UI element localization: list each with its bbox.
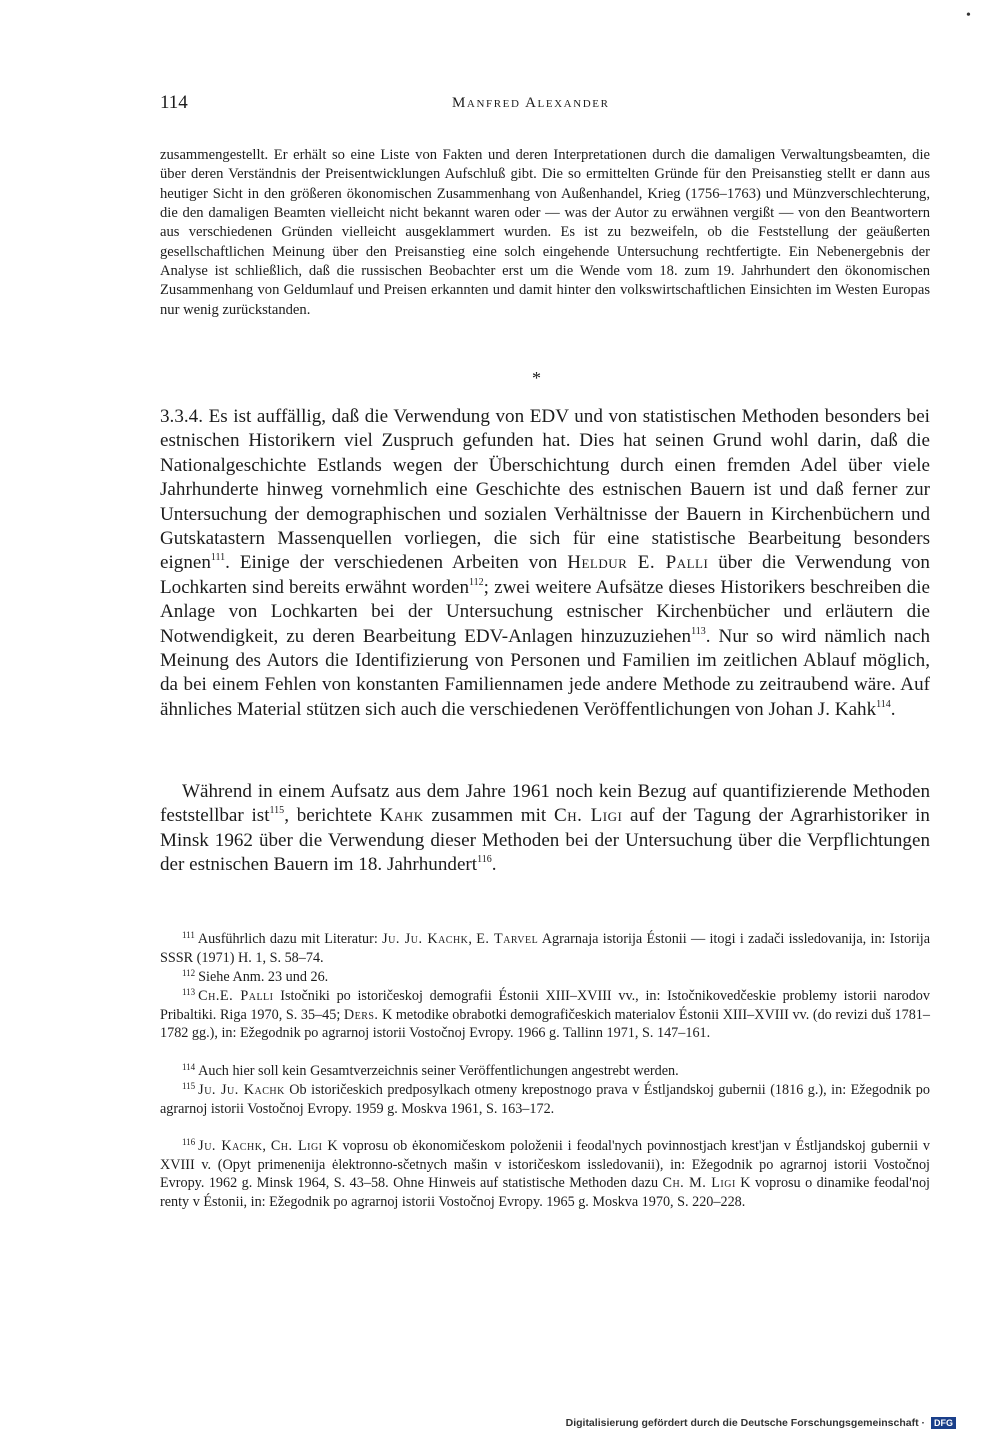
body-text: . — [890, 698, 896, 720]
footnote-text: , — [468, 931, 477, 947]
footnote-number: 116 — [182, 1137, 196, 1147]
footnote-number: 113 — [182, 987, 196, 997]
body-paragraph-1 — [160, 405, 930, 722]
footnote-ref[interactable]: 114 — [876, 698, 891, 710]
author-name: Ju. Ju. Kachk — [198, 1082, 285, 1098]
body-text: , berichtete — [284, 805, 380, 827]
corner-mark: • — [966, 8, 971, 23]
footnote-ref[interactable]: 112 — [469, 576, 484, 588]
author-name: E. Tarvel — [476, 931, 539, 947]
page-number: 114 — [160, 92, 188, 113]
footnote-text: Istočniki po istoričeskoj demografii Éstonii XIII–XVIII vv., in: Istočnikovedčeskie problemy istorii narodov Pribaltiki. Riga 1970, S. 35–45; — [160, 988, 930, 1023]
body-text: auf der Tagung der Agrarhistoriker in Minsk 1962 über die Verwendung dieser Methoden bei der Untersuchung über die Verpflichtungen der estnischen Bauern im 18. Jahrhundert — [160, 805, 930, 876]
body-text: über die Verwendung von Lochkarten sind bereits erwähnt worden — [160, 552, 930, 598]
author-name: Ch. Ligi — [553, 805, 623, 827]
running-head — [160, 92, 930, 118]
footnote-114 — [160, 1062, 930, 1081]
footnote-111 — [160, 930, 930, 967]
body-text: Während in einem Aufsatz aus dem Jahre 1961 noch kein Bezug auf quantifizierende Methoden feststellbar ist — [160, 781, 930, 827]
section-separator: * — [532, 368, 541, 388]
footnote-ref[interactable]: 116 — [477, 854, 492, 866]
digitization-footer — [566, 1417, 956, 1429]
footnote-text: , — [262, 1138, 271, 1154]
body-text: . Einige der verschiedenen Arbeiten von — [225, 552, 568, 574]
footnote-text: Siehe Anm. 23 und 26. — [198, 969, 329, 985]
footnote-number: 111 — [182, 930, 195, 940]
footnote-text: Agrarnaja istorija Éstonii — itogi i zadači issledovanija, in: Istorija SSSR (1971) H. 1, S. 58–74. — [160, 931, 930, 966]
author-name: Ch. Ligi — [270, 1138, 323, 1154]
footnote-number: 114 — [182, 1062, 196, 1072]
author-name: Kahk — [379, 805, 424, 827]
author-name: Heldur E. Palli — [567, 552, 709, 574]
footnote-text: Ob istoričeskich predposylkach otmeny krepostnogo prava v Éstljandskoj gubernii (1816 g.), in: Ežegodnik po agrarnoj istorii Vostočnoj Evropy. 1959 g. Moskva 1961, S. 163–172. — [160, 1082, 930, 1117]
footnote-text: Auch hier soll kein Gesamtverzeichnis seiner Veröffentlichungen angestrebt werden. — [198, 1063, 679, 1079]
dfg-logo: DFG — [931, 1417, 956, 1429]
footnote-number: 115 — [182, 1081, 196, 1091]
footnote-115 — [160, 1081, 930, 1118]
footnote-ref[interactable]: 113 — [691, 625, 706, 637]
footnote-ref[interactable]: 111 — [210, 552, 226, 564]
body-text: 3.3.4. Es ist auffällig, daß die Verwendung von EDV und von statistischen Methoden besonders bei estnischen Historikern viel Zuspruch gefunden hat. Dies hat seinen Grund wohl darin, daß die Nationalgeschichte Estlands wegen der Überschichtung durch einen fremden Adel über viele Jahrhunderte hinweg vornehmlich eine Geschichte des estnischen Bauern ist und daß ferner zur Untersuchung der demographischen und sozialen Verhältnisse der Bauern in Kirchenbüchern und Gutskatastern Massenquellen vorliegen, die sich für eine statistische Bearbeitung besonders eignen — [160, 406, 930, 574]
body-text: . — [491, 854, 497, 876]
body-text: ; zwei weitere Aufsätze dieses Historikers beschreiben die Anlage von Lochkarten bei der Untersuchung estnischer Kirchenbücher und erläutern die Notwendigkeit, zu deren Bearbeitung EDV-Anlagen hinzuzuziehen — [160, 576, 930, 647]
author-name: Ju. Kachk — [198, 1138, 263, 1154]
footnote-116 — [160, 1137, 930, 1211]
footnote-number: 112 — [182, 968, 196, 978]
footer-text: Digitalisierung gefördert durch die Deutsche Forschungsgemeinschaft · — [565, 1417, 925, 1429]
body-text: . Nur so wird nämlich nach Meinung des Autors die Identifizierung von Personen und Familien im zeitlichen Ablauf möglich, da bei einem Fehlen von konstanten Familiennamen jede andere Methode zu zeitraubend wäre. Auf ähnliches Material stützen sich auch die verschiedenen Veröffentlichungen von Johan J. Kahk — [160, 625, 930, 720]
footnote-text: Ausführlich dazu mit Literatur: — [197, 931, 383, 947]
footnote-113 — [160, 987, 930, 1043]
body-text: zusammen mit — [423, 805, 554, 827]
footnote-text: K metodike obrabotki demografičeskich materialov Éstonii XIII–XVIII vv. (do revizi duš 1781–1782 gg.), in: Ežegodnik po agrarnoj istorii Vostočnoj Evropy. 1966 g. Tallinn 1971, S. 147–161. — [160, 1006, 930, 1041]
footnote-text: K voprosu o dinamike feodal'noj renty v Éstonii, in: Ežegodnik po agrarnoj istorii Vostočnoj Evropy. 1965 g. Moskva 1970, S. 220–228. — [160, 1175, 930, 1210]
running-title: Manfred Alexander — [452, 95, 610, 111]
author-name: Ju. Ju. Kachk — [382, 931, 469, 947]
footnote-112 — [160, 968, 930, 987]
intro-paragraph: zusammengestellt. Er erhält so eine Liste von Fakten und deren Interpretationen durch die damaligen Verwaltungsbeamten, die über deren Verständnis der Preisentwicklungen Aufschluß gibt. Die so ermittelten Gründe für den Preisanstieg stellt er dann aus heutiger Sicht in den größeren ökonomischen Zusammenhang von Außenhandel, Krieg (1756–1763) und Münzverschlechterung, die den damaligen Beamten vielleicht nicht bekannt waren oder — was der Autor zu erwähnen vergißt — von den Beantwortern aus verschiedenen Gründen vielleicht ausgeklammert wurden. Es ist zu bezweifeln, ob die Feststellung der geäußerten gesellschaftlichen Meinung über den Preisanstieg eine solch eingehende Untersuchung rechtfertigte. Ein Nebenergebnis der Analyse ist schließlich, daß die russischen Beobachter erst um die Wende vom 18. zum 19. Jahrhundert den ökonomischen Zusammenhang von Geldumlauf und Preisen erkannten und damit hinter den volkswirtschaftlichen Einsichten im Westen Europas nur wenig zurückstanden. — [160, 147, 930, 318]
footnote-text: K voprosu ob ėkonomičeskom položenii i feodal'nych povinnostjach krest'jan v Éstljandskoj gubernii v XVIII v. (Opyt primenenija ėlektronno-sčetnych mašin v istoričeskom issledovanii), in: Ežegodnik po agrarnoj istorii Vostočnoj Evropy. 1962 g. Minsk 1964, S. 43–58. Ohne Hinweis auf statistische Methoden dazu — [160, 1138, 930, 1191]
author-name: Ders. — [343, 1006, 379, 1023]
author-name: Ch.E. Palli — [198, 988, 274, 1004]
author-name: Ch. M. Ligi — [662, 1175, 736, 1191]
body-paragraph-2 — [160, 780, 930, 878]
footnote-ref[interactable]: 115 — [269, 805, 285, 817]
